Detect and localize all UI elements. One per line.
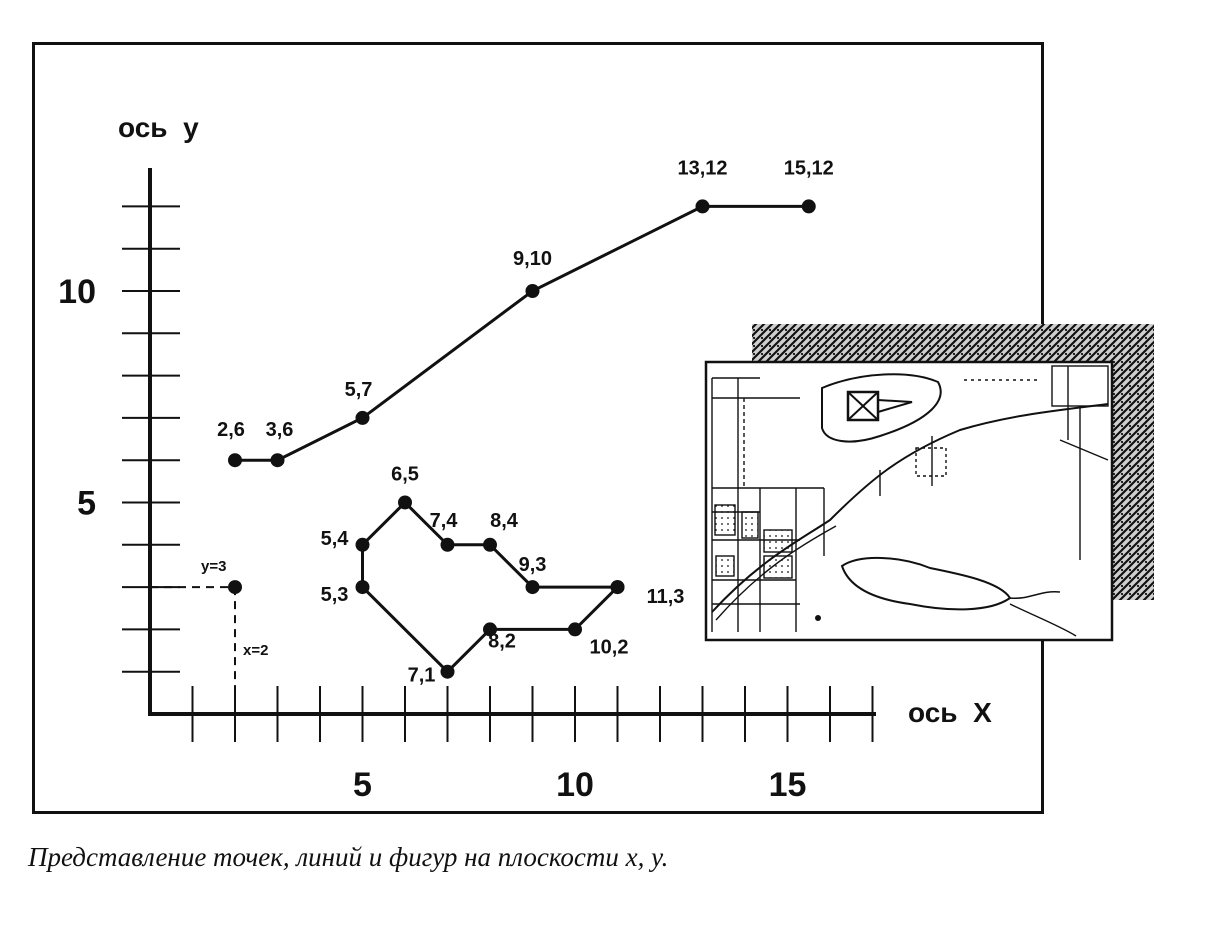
point-label: 9,3 bbox=[518, 554, 547, 577]
map-thumbnail-image bbox=[706, 324, 1154, 640]
point-label: 5,7 bbox=[344, 378, 373, 401]
point bbox=[526, 284, 540, 298]
point-label: 10,2 bbox=[589, 636, 629, 659]
point-label: 5,3 bbox=[320, 584, 349, 607]
point-label: 2,6 bbox=[217, 419, 245, 442]
single-point bbox=[228, 580, 242, 594]
point-label: 3,6 bbox=[265, 419, 294, 442]
point-label: 7,1 bbox=[407, 664, 436, 687]
single-point-x-label: x=2 bbox=[243, 642, 269, 660]
point bbox=[441, 665, 455, 679]
point bbox=[526, 580, 540, 594]
single-point-group bbox=[150, 558, 268, 714]
point bbox=[802, 199, 816, 213]
point bbox=[483, 538, 497, 552]
point-label: 11,3 bbox=[646, 586, 685, 609]
point-label: 5,4 bbox=[320, 527, 349, 550]
point-label: 8,4 bbox=[490, 509, 518, 532]
point bbox=[696, 199, 710, 213]
point bbox=[441, 538, 455, 552]
y-tick-label: 10 bbox=[58, 273, 96, 311]
point-label: 8,2 bbox=[488, 630, 516, 653]
figure-caption: Представление точек, линий и фигур на плоскости x, y. bbox=[28, 842, 669, 872]
point bbox=[356, 580, 370, 594]
point bbox=[568, 622, 582, 636]
point-label: 6,5 bbox=[391, 463, 419, 486]
x-axis-title: ось X bbox=[908, 697, 992, 728]
point bbox=[398, 496, 412, 510]
x-tick-label: 5 bbox=[353, 766, 372, 804]
point bbox=[611, 580, 625, 594]
x-tick-label: 10 bbox=[556, 766, 594, 804]
point-label: 15,12 bbox=[783, 157, 834, 180]
x-tick-label: 15 bbox=[768, 766, 807, 804]
point bbox=[271, 453, 285, 467]
point bbox=[356, 411, 370, 425]
y-axis-title: ось y bbox=[118, 112, 199, 143]
single-point-y-label: y=3 bbox=[201, 558, 227, 576]
polygon-figure-points bbox=[321, 464, 685, 687]
point bbox=[228, 453, 242, 467]
point-label: 9,10 bbox=[513, 248, 552, 270]
point bbox=[356, 538, 370, 552]
point-label: 7,4 bbox=[429, 509, 458, 532]
y-tick-label: 5 bbox=[77, 484, 96, 523]
point-label: 13,12 bbox=[677, 157, 728, 180]
